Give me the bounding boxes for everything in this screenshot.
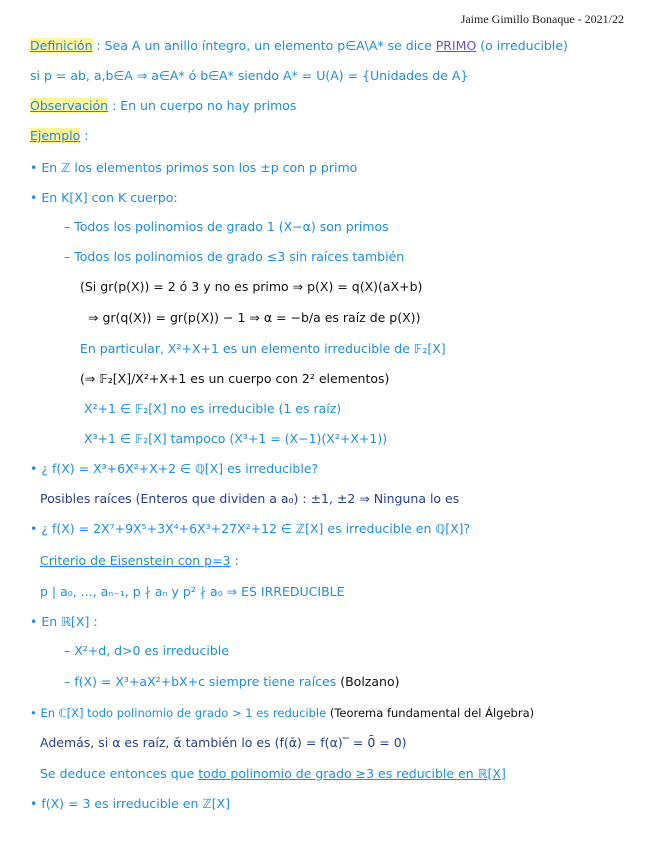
eisenstein-criterion: Criterio de Eisenstein con p=3 (40, 553, 231, 568)
x3-plus-1: X³+1 ∈ 𝔽₂[X] tampoco (X³+1 = (X−1)(X²+X+1)) (84, 431, 388, 446)
possible-roots: Posibles raíces (Enteros que dividen a a₀) : ±1, ±2 ⇒ Ninguna lo es (40, 491, 460, 506)
observation-text: : En un cuerpo no hay primos (112, 98, 297, 113)
bullet-complex: • En ℂ[X] todo polinomio de grado > 1 es reducible (30, 706, 327, 720)
bullet-kx: • En K[X] con K cuerpo: (30, 190, 178, 205)
complex-line (30, 705, 534, 721)
conjugate-root: Además, si α es raíz, ᾱ también lo es (f(ᾱ) = f(α)‾ = 0̄ = 0) (40, 735, 407, 750)
eisenstein-colon: : (234, 553, 239, 568)
primo-term: PRIMO (435, 38, 477, 53)
deduction-line (40, 766, 506, 782)
definition-label: Definición (30, 38, 93, 53)
eisenstein-conditions: p | a₀, ..., aₙ₋₁, p ∤ aₙ y p² ∤ a₀ ⇒ ES IRREDUCIBLE (40, 584, 345, 599)
field-quotient: (⇒ 𝔽₂[X]/X²+X+1 es un cuerpo con 2² elementos) (80, 371, 390, 386)
definition-line (30, 38, 568, 54)
degree-one-primes: – Todos los polinomios de grado 1 (X−α) son primos (64, 219, 389, 234)
degree-three-primes: – Todos los polinomios de grado ≤3 sin raíces también (64, 249, 405, 264)
definition-text: : Sea A un anillo íntegro, un elemento p∈A\A* se dice (96, 38, 432, 53)
bullet-reals: • En ℝ[X] : (30, 614, 98, 629)
proof-line-2: ⇒ gr(q(X)) = gr(p(X)) − 1 ⇒ α = −b/a es raíz de p(X)) (88, 310, 421, 325)
example-line (30, 128, 89, 144)
definition-condition: si p = ab, a,b∈A ⇒ a∈A* ó b∈A* siendo A* = U(A) = {Unidades de A} (30, 68, 469, 83)
cubic-roots: – f(X) = X³+aX²+bX+c siempre tiene raíces (64, 674, 337, 689)
eisenstein-line (40, 553, 239, 569)
x2-plus-d: – X²+d, d>0 es irreducible (64, 643, 229, 658)
observation-label: Observación (30, 98, 109, 113)
fundamental-theorem: (Teorema fundamental del Álgebra) (329, 706, 535, 720)
example-colon: : (84, 128, 89, 143)
particular-case: En particular, X²+X+1 es un elemento irreducible de 𝔽₂[X] (80, 341, 446, 356)
bullet-integers: • En ℤ los elementos primos son los ±p con p primo (30, 160, 358, 175)
x2-plus-1: X²+1 ∈ 𝔽₂[X] no es irreducible (1 es raíz) (84, 401, 342, 416)
example-label: Ejemplo (30, 128, 81, 143)
definition-text-2: (o irreducible) (480, 38, 568, 53)
bolzano-note: (Bolzano) (340, 674, 400, 689)
constant-irreducible: • f(X) = 3 es irreducible en ℤ[X] (30, 796, 231, 811)
observation-line (30, 98, 296, 114)
cubic-roots-line (64, 674, 399, 690)
bullet-question-1: • ¿ f(X) = X³+6X²+X+2 ∈ ℚ[X] es irreducible? (30, 461, 319, 476)
deduction-lead: Se deduce entonces que (40, 766, 195, 781)
deduction-conclusion: todo polinomio de grado ≥3 es reducible en ℝ[X] (198, 766, 506, 781)
bullet-question-2: • ¿ f(X) = 2X⁷+9X⁵+3X⁴+6X³+27X²+12 ∈ ℤ[X] es irreducible en ℚ[X]? (30, 521, 471, 536)
header-author-year: Jaime Gimillo Bonaque - 2021/22 (460, 12, 624, 26)
proof-line-1: (Si gr(p(X)) = 2 ó 3 y no es primo ⇒ p(X) = q(X)(aX+b) (80, 279, 423, 294)
